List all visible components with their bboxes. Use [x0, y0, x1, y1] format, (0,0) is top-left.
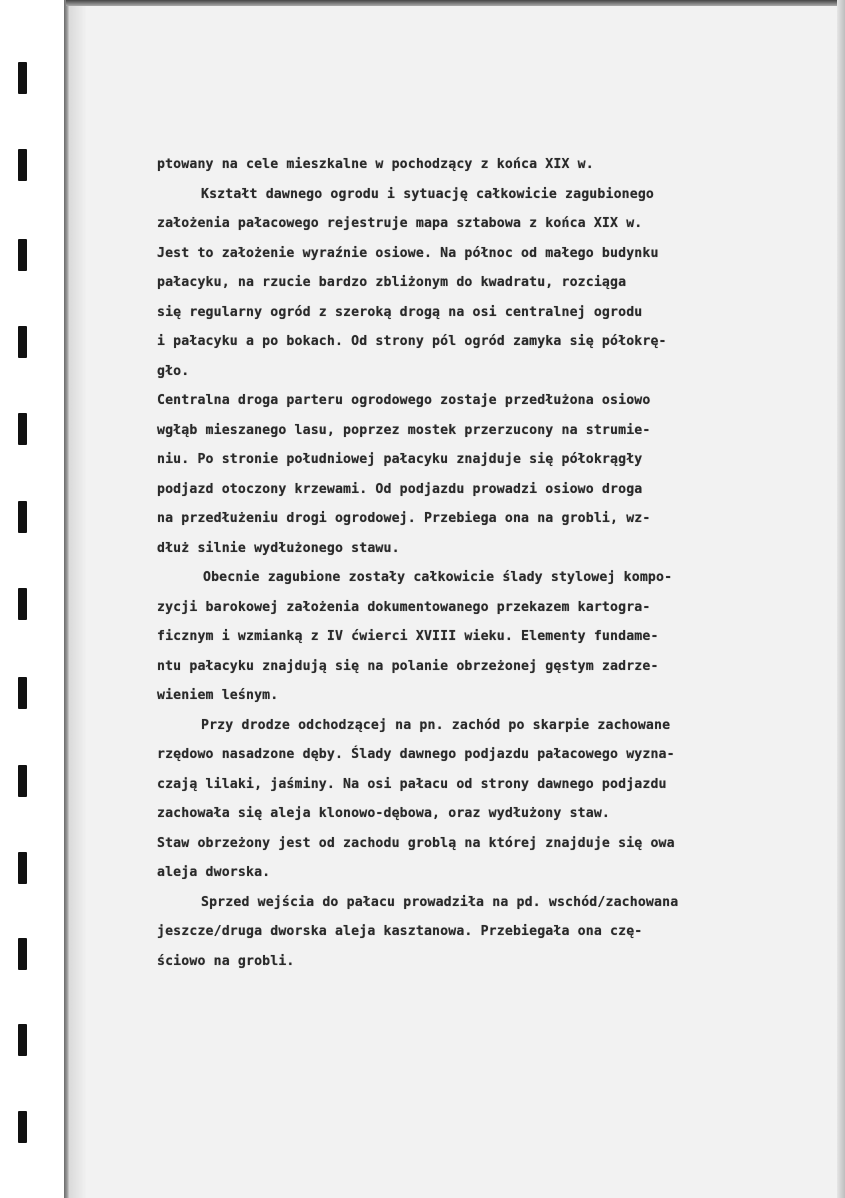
binding-hole-mark — [18, 413, 27, 445]
text-line: niu. Po stronie południowej pałacyku znajduje się półokrągły — [157, 452, 643, 467]
text-line: ptowany na cele mieszkalne w pochodzący z końca XIX w. — [157, 157, 594, 172]
text-line: ficznym i wzmianką z IV ćwierci XVIII wieku. Elementy fundame- — [157, 629, 659, 644]
text-line: się regularny ogród z szeroką drogą na osi centralnej ogrodu — [157, 304, 643, 320]
text-line: zachowała się aleja klonowo-dębowa, oraz wydłużony staw. — [157, 806, 611, 821]
page-top-edge — [66, 0, 845, 6]
text-line: Centralna droga parteru ogrodowego zostaje przedłużona osiowo — [157, 393, 651, 408]
text-line: wieniem leśnym. — [157, 688, 279, 703]
text-line: i pałacyku a po bokach. Od strony pól ogród zamyka się półokrę- — [157, 334, 667, 349]
text-line: Obecnie zagubione zostały całkowicie ślady stylowej kompo- — [203, 570, 673, 585]
text-line: ntu pałacyku znajdują się na polanie obrzeżonej gęstym zadrze- — [157, 658, 659, 674]
binding-hole-mark — [18, 62, 27, 94]
text-line: założenia pałacowego rejestruje mapa sztabowa z końca XIX w. — [157, 216, 643, 231]
binding-hole-mark — [18, 326, 27, 358]
text-line: Staw obrzeżony jest od zachodu groblą na której znajduje się owa — [157, 835, 675, 851]
binding-hole-mark — [18, 1111, 27, 1143]
binding-hole-mark — [18, 765, 27, 797]
text-line: aleja dworska. — [157, 865, 271, 880]
page-right-edge — [837, 0, 845, 1198]
text-line: dłuż silnie wydłużonego stawu. — [157, 540, 400, 556]
binding-hole-mark — [18, 677, 27, 709]
binding-hole-mark — [18, 938, 27, 970]
text-line: czają lilaki, jaśminy. Na osi pałacu od strony dawnego podjazdu — [157, 776, 667, 792]
binding-hole-mark — [18, 1024, 27, 1056]
typewritten-text — [157, 150, 817, 976]
text-line: jeszcze/druga dworska aleja kasztanowa. Przebiegała ona czę- — [157, 924, 643, 939]
text-line: rzędowo nasadzone dęby. Ślady dawnego podjazdu pałacowego wyzna- — [157, 747, 675, 762]
text-line: pałacyku, na rzucie bardzo zbliżonym do kwadratu, rozciąga — [157, 275, 627, 290]
page-fold-shadow — [69, 0, 87, 1198]
binding-hole-mark — [18, 852, 27, 884]
text-line: podjazd otoczony krzewami. Od podjazdu prowadzi osiowo droga — [157, 481, 643, 497]
binding-hole-mark — [18, 149, 27, 181]
text-line: Przy drodze odchodzącej na pn. zachód po skarpie zachowane — [201, 717, 671, 733]
text-line: wgłąb mieszanego lasu, poprzez mostek przerzucony na strumie- — [157, 422, 651, 438]
text-line: Sprzed wejścia do pałacu prowadziła na pd. wschód/zachowana — [201, 894, 679, 910]
text-line: zycji barokowej założenia dokumentowanego przekazem kartogra- — [157, 599, 651, 615]
text-line: na przedłużeniu drogi ogrodowej. Przebiega ona na grobli, wz- — [157, 511, 651, 526]
text-line: Kształt dawnego ogrodu i sytuację całkowicie zagubionego — [201, 186, 655, 202]
text-line: ściowo na grobli. — [157, 953, 295, 969]
binding-hole-mark — [18, 588, 27, 620]
text-line: Jest to założenie wyraźnie osiowe. Na północ od małego budynku — [157, 245, 659, 261]
binding-hole-mark — [18, 239, 27, 271]
text-line: gło. — [157, 363, 190, 379]
binding-hole-mark — [18, 501, 27, 533]
page-margin — [0, 0, 66, 1198]
